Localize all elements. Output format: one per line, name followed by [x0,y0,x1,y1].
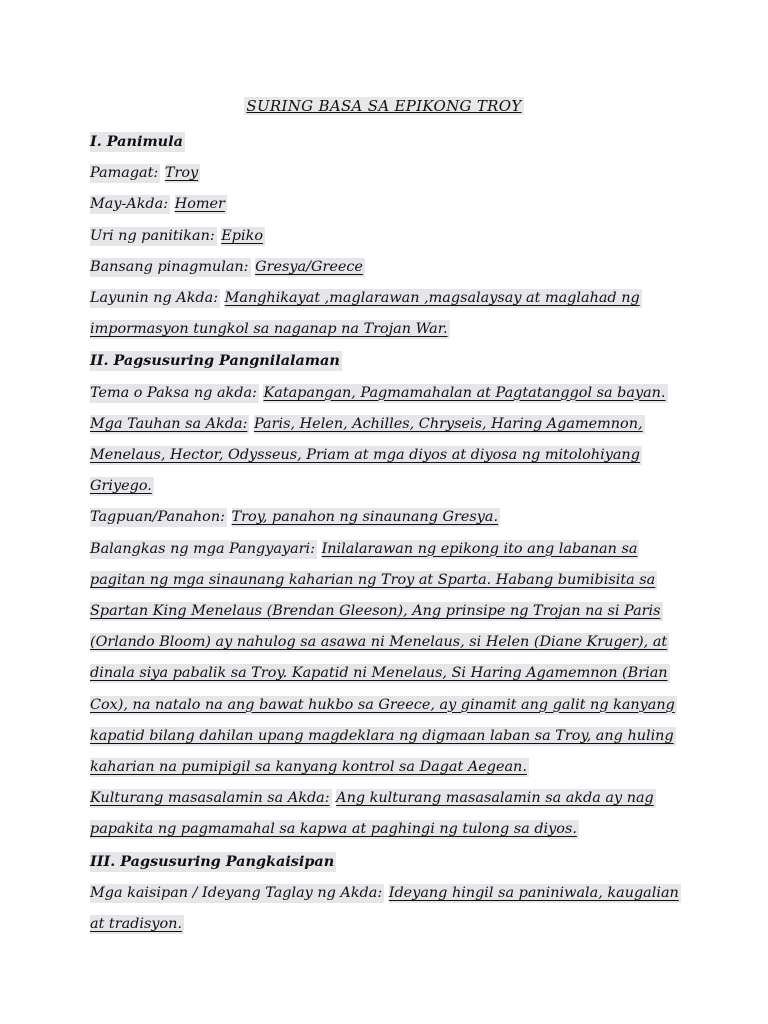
field-value: Ideyang hingil sa paniniwala, kaugalian at tradisyon. [90,884,679,933]
field-value: Inilalarawan ng epikong ito ang labanan sa pagitan ng mga sinaunang kaharian ng Troy at Sparta. Habang bumibisita sa Spartan King Menelaus (Brendan Gleeson), Ang prinsipe ng Trojan na si Paris (Orlando Bloom) ay nahulog sa asawa ni Menelaus, si Helen (Diane Kruger), at dinala siya pabalik sa Troy. Kapatid ni Menelaus, Si Haring Agamemnon (Brian Cox), na natalo na ang bawat hukbo sa Greece, ay ginamit ang galit ng kanyang kapatid bilang dahilan upang magdeklara ng digmaan laban sa Troy, ang huling kaharian na pumipigil sa kanyang kontrol sa Dagat Aegean. [90,540,675,776]
field-mga-tauhan [90,409,680,503]
field-value: Homer [174,196,225,213]
field-label: Mga Tauhan sa Akda: [90,415,248,432]
field-label: Uri ng panitikan: [90,227,215,244]
field-label: Pamagat: [90,165,159,182]
document-title-row [0,93,768,119]
field-value: Katapangan, Pagmamahalan at Pagtatanggol sa bayan. [263,384,666,401]
field-balangkas [90,534,680,784]
field-label: Layunin ng Akda: [90,290,219,307]
field-kultura [90,783,680,845]
field-label: Tagpuan/Panahon: [90,509,225,526]
field-label: Mga kaisipan / Ideyang Taglay ng Akda: [90,884,383,901]
field-value: Troy, panahon ng sinaunang Gresya. [231,509,499,526]
field-label: Kulturang masasalamin sa Akda: [90,790,330,807]
field-label: Balangkas ng mga Pangyayari: [90,540,315,557]
field-may-akda [90,189,680,220]
section-heading-text: I. Panimula [90,133,183,150]
field-value: Epiko [221,227,263,244]
field-label: May-Akda: [90,196,169,213]
field-label: Bansang pinagmulan: [90,258,249,275]
section-heading-text: III. Pagsusuring Pangkaisipan [90,852,335,870]
field-tagpuan [90,502,680,533]
field-kaisipan [90,878,680,940]
document-body [90,126,680,940]
field-value: Gresya/Greece [255,258,363,275]
section-heading-pangkaisipan [90,846,680,878]
field-pamagat [90,158,680,189]
field-value: Paris, Helen, Achilles, Chryseis, Haring Agamemnon, Menelaus, Hector, Odysseus, Priam at mga diyos at diyosa ng mitolohiyang Griyego. [90,415,643,495]
field-layunin [90,283,680,345]
field-bansang-pinagmulan [90,252,680,283]
section-heading-text: II. Pagsusuring Pangnilalaman [90,352,340,370]
field-label: Tema o Paksa ng akda: [90,384,257,401]
section-heading-pangnilalaman [90,345,680,377]
field-value: Manghikayat ,maglarawan ,magsalaysay at maglahad ng impormasyon tungkol sa naganap na Trojan War. [90,290,640,338]
field-value: Ang kulturang masasalamin sa akda ay nag papakita ng pagmamahal sa kapwa at paghingi ng tulong sa diyos. [90,790,654,838]
section-heading-panimula [90,126,680,158]
field-tema [90,378,680,409]
field-value: Troy [164,165,199,182]
field-uri-ng-panitikan [90,221,680,252]
document-title: SURING BASA SA EPIKONG TROY [246,97,522,115]
